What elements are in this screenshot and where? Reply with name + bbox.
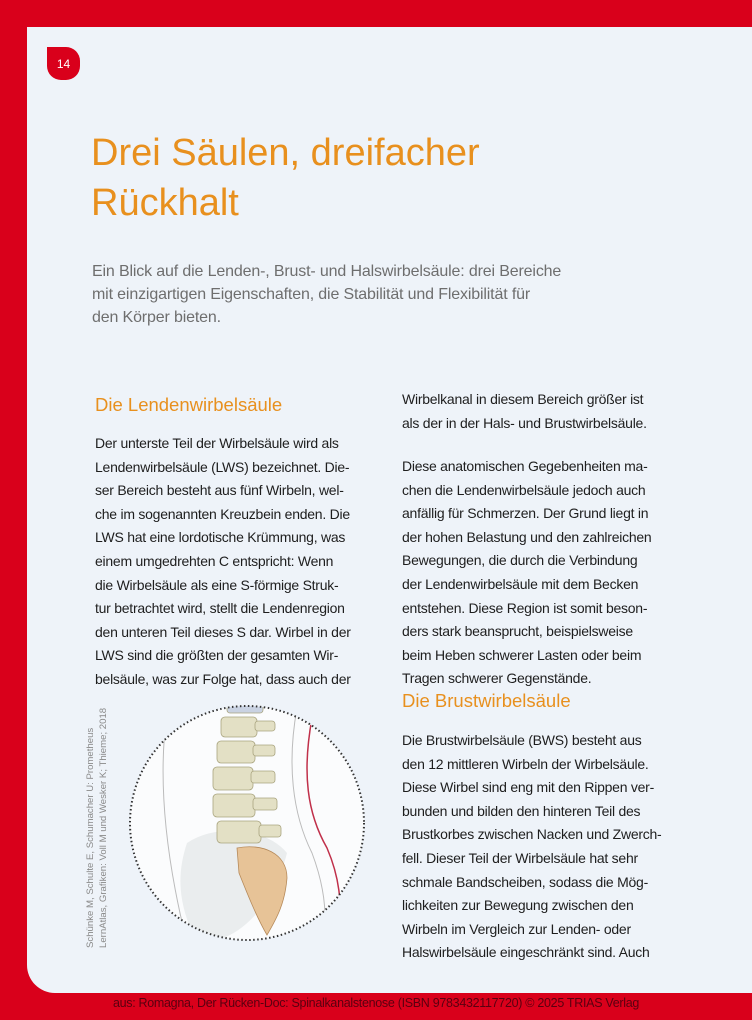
page-number-badge: 14 [47, 47, 80, 80]
text-line: der Lendenwirbelsäule mit dem Becken [402, 575, 639, 592]
image-credit [84, 708, 110, 948]
text-line: Diese Wirbel sind eng mit den Rippen ver- [402, 779, 654, 796]
left-column-text [95, 432, 351, 692]
text-line: einem umgedrehten C entspricht: Wenn [95, 552, 334, 569]
page-title [91, 128, 480, 228]
title-line: Rückhalt [91, 182, 239, 224]
text-line: Halswirbelsäule eingeschränkt sind. Auch [402, 944, 650, 961]
text-line: schmale Bandscheiben, sodass die Mög- [402, 873, 649, 890]
text-line: belsäule, was zur Folge hat, dass auch der [95, 670, 351, 687]
intro-line: mit einzigartigen Eigenschaften, die Stabilität und Flexibilität für [92, 286, 531, 303]
text-line: den 12 mittleren Wirbeln der Wirbelsäule. [402, 755, 649, 772]
credit-line: LernAtlas, Grafiken: Voll M und Wesker K; Thieme; 2018 [98, 707, 109, 948]
intro-line: Ein Blick auf die Lenden-, Brust- und Halswirbelsäule: drei Bereiche [92, 263, 562, 280]
text-line: Wirbelkanal in diesem Bereich größer ist [402, 391, 644, 407]
text-line: beim Heben schwerer Lasten oder beim [402, 646, 642, 663]
text-line: ders stark beansprucht, beispielsweise [402, 623, 633, 640]
text-line: der hohen Belastung und den zahlreichen [402, 528, 652, 545]
text-line: LWS sind die größten der gesamten Wir- [95, 647, 339, 664]
right-column-text-a [402, 388, 647, 435]
text-line: Diese anatomischen Gegebenheiten ma- [402, 458, 648, 474]
text-line: ser Bereich besteht aus fünf Wirbeln, wel- [95, 482, 344, 499]
right-column-text-c [402, 729, 661, 965]
text-line: Die Brustwirbelsäule (BWS) besteht aus [402, 732, 642, 748]
section-heading-brustwirbelsaeule: Die Brustwirbelsäule [402, 690, 571, 711]
text-line: Tragen schwerer Gegenstände. [402, 670, 592, 687]
credit-line: Schünke M, Schulte E, Schumacher U: Prometheus [85, 727, 96, 948]
footer-source: aus: Romagna, Der Rücken-Doc: Spinalkanalstenose (ISBN 9783432117720) © 2025 TRIAS Verlag [112, 996, 640, 1010]
text-line: lichkeiten zur Bewegung zwischen den [402, 897, 634, 914]
text-line: den unteren Teil dieses S dar. Wirbel in der [95, 623, 351, 640]
text-line: che im sogenannten Kreuzbein enden. Die [95, 505, 350, 522]
text-line: chen die Lendenwirbelsäule jedoch auch [402, 481, 646, 498]
text-line: als der in der Hals- und Brustwirbelsäule. [402, 414, 647, 431]
lumbar-spine-illustration [127, 703, 367, 943]
text-line: LWS hat eine lordotische Krümmung, was [95, 529, 346, 546]
text-line: tur betrachtet wird, stellt die Lendenregion [95, 600, 345, 617]
text-line: bunden und bilden den hinteren Teil des [402, 802, 641, 819]
intro-line: den Körper bieten. [92, 309, 221, 326]
text-line: anfällig für Schmerzen. Der Grund liegt in [402, 505, 649, 522]
title-line: Drei Säulen, dreifacher [91, 132, 480, 174]
text-line: Lendenwirbelsäule (LWS) bezeichnet. Die- [95, 458, 350, 475]
text-line: fell. Dieser Teil der Wirbelsäule hat sehr [402, 849, 638, 866]
intro-text [92, 260, 561, 329]
text-line: Wirbeln im Vergleich zur Lenden- oder [402, 920, 631, 937]
right-column-text-b [402, 455, 651, 691]
section-heading-lendenwirbelsaeule: Die Lendenwirbelsäule [95, 394, 283, 415]
text-line: Der unterste Teil der Wirbelsäule wird als [95, 435, 339, 451]
text-line: Brustkorbes zwischen Nacken und Zwerch- [402, 826, 662, 843]
text-line: Bewegungen, die durch die Verbindung [402, 552, 638, 569]
text-line: entstehen. Diese Region ist somit beson- [402, 599, 648, 616]
text-line: die Wirbelsäule als eine S-förmige Struk- [95, 576, 339, 593]
